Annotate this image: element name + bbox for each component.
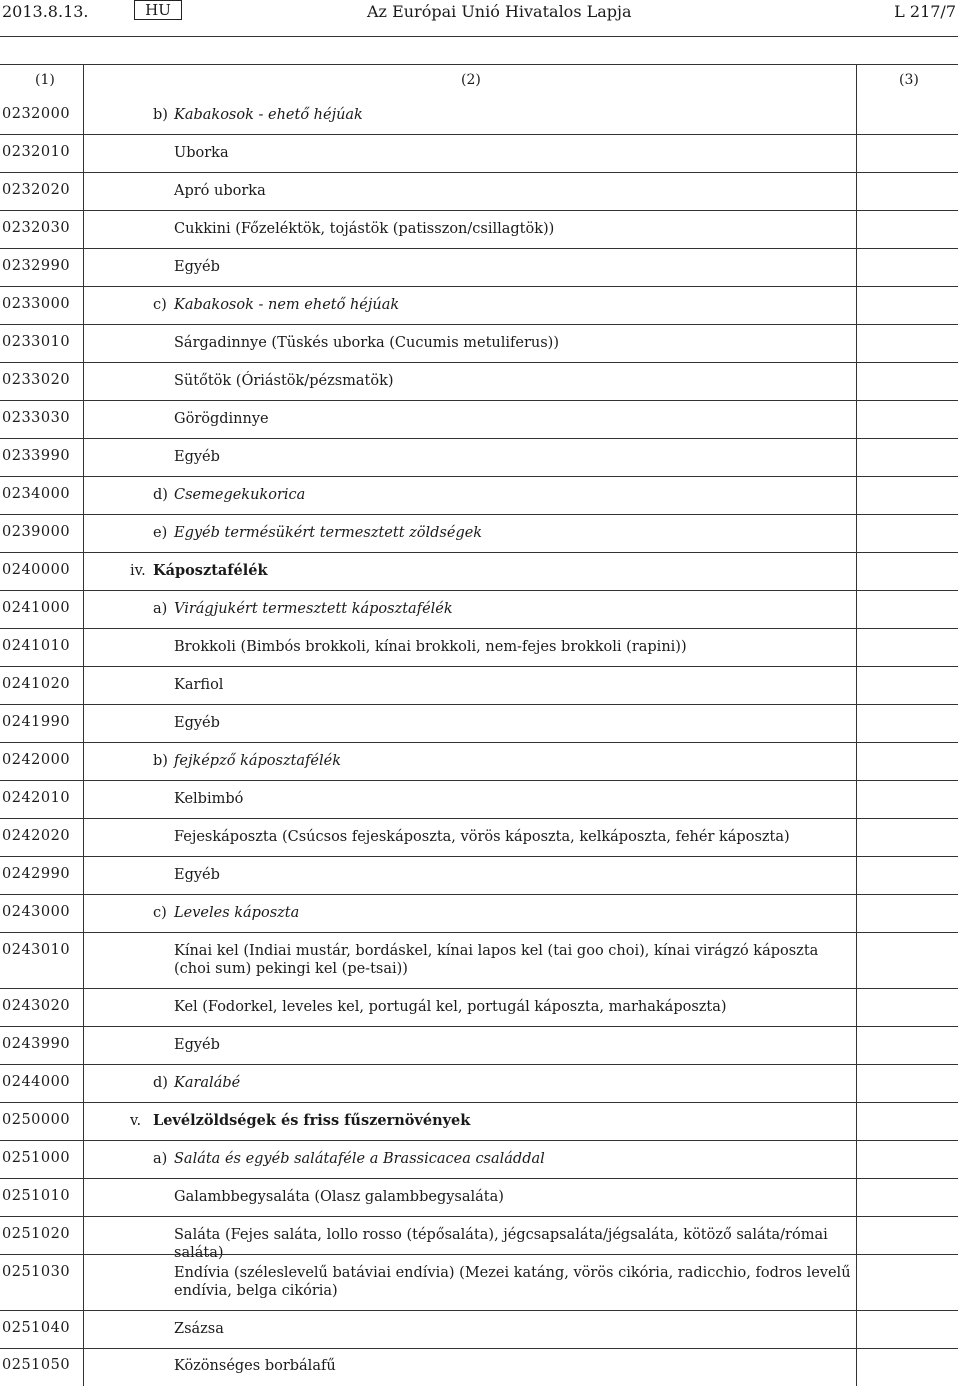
column-head-2: (2) <box>461 72 481 88</box>
row-description <box>174 1226 854 1262</box>
row-divider <box>0 324 958 325</box>
row-marker: e) <box>153 525 168 541</box>
row-marker: iv. <box>130 563 146 579</box>
row-divider <box>0 1348 958 1349</box>
row-code: 0232990 <box>2 258 71 274</box>
row-description <box>174 182 854 200</box>
row-code: 0233000 <box>2 296 71 312</box>
row-description <box>174 790 854 808</box>
row-code: 0232020 <box>2 182 71 198</box>
row-code: 0242020 <box>2 828 71 844</box>
row-code: 0234000 <box>2 486 71 502</box>
row-text: Fejeskáposzta (Csúcsos fejeskáposzta, vörös káposzta, kelkáposzta, fehér káposzta) <box>174 829 790 845</box>
row-code: 0242010 <box>2 790 71 806</box>
row-code: 0232030 <box>2 220 71 236</box>
row-text: fejképző káposztafélék <box>174 753 342 769</box>
row-divider <box>0 362 958 363</box>
row-description <box>153 524 853 542</box>
row-description <box>153 296 853 314</box>
row-text: Egyéb <box>174 867 220 883</box>
row-divider <box>0 1140 958 1141</box>
row-code: 0242000 <box>2 752 71 768</box>
row-text: Zsázsa <box>174 1321 224 1337</box>
row-text: Apró uborka <box>174 183 266 199</box>
row-code: 0233020 <box>2 372 71 388</box>
row-description <box>174 334 854 352</box>
row-description <box>130 1112 830 1130</box>
row-divider <box>0 704 958 705</box>
row-marker: d) <box>153 1075 168 1091</box>
row-code: 0233030 <box>2 410 71 426</box>
row-divider <box>0 1216 958 1217</box>
row-code: 0232010 <box>2 144 71 160</box>
row-text: Saláta és egyéb salátaféle a Brassicacea családdal <box>174 1151 545 1167</box>
row-marker: c) <box>153 905 167 921</box>
row-divider <box>0 1310 958 1311</box>
row-code: 0232000 <box>2 106 71 122</box>
row-description <box>174 676 854 694</box>
header-rule-bottom <box>0 64 958 65</box>
row-code: 0242990 <box>2 866 71 882</box>
row-description <box>174 220 854 238</box>
row-code: 0233010 <box>2 334 71 350</box>
row-divider <box>0 210 958 211</box>
row-divider <box>0 590 958 591</box>
row-divider <box>0 1102 958 1103</box>
row-code: 0240000 <box>2 562 71 578</box>
row-code: 0241000 <box>2 600 71 616</box>
row-description <box>174 942 854 978</box>
row-code: 0244000 <box>2 1074 71 1090</box>
row-divider <box>0 400 958 401</box>
journal-title: Az Európai Unió Hivatalos Lapja <box>367 2 632 21</box>
row-marker: b) <box>153 753 168 769</box>
row-code: 0243990 <box>2 1036 71 1052</box>
row-description <box>153 486 853 504</box>
row-divider <box>0 1026 958 1027</box>
row-text: Karfiol <box>174 677 224 693</box>
row-text: Közönséges borbálafű <box>174 1358 336 1374</box>
row-text: Sárgadinnye (Tüskés uborka (Cucumis metuliferus)) <box>174 335 559 351</box>
row-description <box>174 638 854 656</box>
row-text: Egyéb <box>174 259 220 275</box>
row-code: 0233990 <box>2 448 71 464</box>
row-code: 0239000 <box>2 524 71 540</box>
row-code: 0243000 <box>2 904 71 920</box>
row-description <box>174 372 854 390</box>
row-description <box>153 752 853 770</box>
row-divider <box>0 1254 958 1255</box>
row-marker: c) <box>153 297 167 313</box>
row-description <box>174 1264 854 1300</box>
row-divider <box>0 172 958 173</box>
row-code: 0251050 <box>2 1357 71 1373</box>
row-text: Saláta (Fejes saláta, lollo rosso (tépősaláta), jégcsapsaláta/jégsaláta, kötöző saláta/római saláta) <box>174 1227 828 1261</box>
row-text: Brokkoli (Bimbós brokkoli, kínai brokkoli, nem-fejes brokkoli (rapini)) <box>174 639 687 655</box>
row-text: Kínai kel (Indiai mustár, bordáskel, kínai lapos kel (tai goo choi), kínai virágzó káposzta (choi sum) pekingi kel (pe-tsai)) <box>174 943 819 977</box>
row-text: Uborka <box>174 145 229 161</box>
row-description <box>130 562 830 580</box>
row-description <box>153 1150 853 1168</box>
row-description <box>174 714 854 732</box>
row-text: Görögdinnye <box>174 411 269 427</box>
row-divider <box>0 742 958 743</box>
row-description <box>174 1357 854 1375</box>
row-text: Endívia (széleslevelű batáviai endívia) (Mezei katáng, vörös cikória, radicchio, fodros levelű endívia, belga cikória) <box>174 1265 851 1299</box>
row-divider <box>0 818 958 819</box>
row-divider <box>0 438 958 439</box>
row-description <box>174 1188 854 1206</box>
row-text: Egyéb <box>174 1037 220 1053</box>
row-text: Káposztafélék <box>153 562 268 579</box>
row-text: Egyéb termésükért termesztett zöldségek <box>174 525 483 541</box>
row-text: Csemegekukorica <box>174 487 306 503</box>
row-divider <box>0 134 958 135</box>
row-code: 0243020 <box>2 998 71 1014</box>
row-code: 0251030 <box>2 1264 71 1280</box>
row-description <box>174 448 854 466</box>
row-code: 0251040 <box>2 1320 71 1336</box>
page-header <box>0 0 960 30</box>
row-divider <box>0 476 958 477</box>
row-divider <box>0 248 958 249</box>
row-divider <box>0 856 958 857</box>
row-text: Egyéb <box>174 715 220 731</box>
row-text: Sütőtök (Óriástök/pézsmatök) <box>174 373 394 389</box>
row-marker: d) <box>153 487 168 503</box>
row-code: 0241010 <box>2 638 71 654</box>
row-code: 0250000 <box>2 1112 71 1128</box>
row-description <box>174 410 854 428</box>
row-text: Cukkini (Főzeléktök, tojástök (patisszon/csillagtök)) <box>174 221 555 237</box>
row-divider <box>0 780 958 781</box>
row-divider <box>0 514 958 515</box>
row-text: Kabakosok - ehető héjúak <box>174 107 363 123</box>
row-divider <box>0 628 958 629</box>
row-description <box>153 600 853 618</box>
row-text: Virágjukért termesztett káposztafélék <box>174 601 453 617</box>
row-marker: b) <box>153 107 168 123</box>
row-code: 0241990 <box>2 714 71 730</box>
row-description <box>174 1036 854 1054</box>
row-text: Kabakosok - nem ehető héjúak <box>174 297 400 313</box>
row-text: Karalábé <box>174 1075 241 1091</box>
row-divider <box>0 286 958 287</box>
column-head-1: (1) <box>35 72 55 88</box>
row-text: Galambbegysaláta (Olasz galambbegysaláta) <box>174 1189 504 1205</box>
header-rule-top <box>0 36 958 37</box>
row-code: 0251000 <box>2 1150 71 1166</box>
publication-date: 2013.8.13. <box>2 2 89 21</box>
row-divider <box>0 932 958 933</box>
row-divider <box>0 988 958 989</box>
row-description <box>153 904 853 922</box>
row-marker: v. <box>130 1113 142 1129</box>
row-description <box>174 258 854 276</box>
row-description <box>174 998 854 1016</box>
row-description <box>153 1074 853 1092</box>
row-divider <box>0 894 958 895</box>
row-text: Levélzöldségek és friss fűszernövények <box>153 1112 471 1129</box>
row-marker: a) <box>153 1151 168 1167</box>
row-code: 0251010 <box>2 1188 71 1204</box>
column-divider-2 <box>856 64 857 1386</box>
row-marker: a) <box>153 601 168 617</box>
language-badge: HU <box>134 0 182 20</box>
row-description <box>174 828 854 846</box>
row-text: Leveles káposzta <box>174 905 300 921</box>
row-code: 0241020 <box>2 676 71 692</box>
page-number: L 217/7 <box>894 2 956 21</box>
row-divider <box>0 1064 958 1065</box>
row-divider <box>0 666 958 667</box>
row-text: Kelbimbó <box>174 791 244 807</box>
row-divider <box>0 552 958 553</box>
row-text: Egyéb <box>174 449 220 465</box>
row-description <box>174 866 854 884</box>
row-code: 0243010 <box>2 942 71 958</box>
row-description <box>153 106 853 124</box>
column-divider-1 <box>83 64 84 1386</box>
column-head-3: (3) <box>899 72 919 88</box>
row-description <box>174 144 854 162</box>
row-code: 0251020 <box>2 1226 71 1242</box>
row-text: Kel (Fodorkel, leveles kel, portugál kel, portugál káposzta, marhakáposzta) <box>174 999 727 1015</box>
row-description <box>174 1320 854 1338</box>
row-divider <box>0 1178 958 1179</box>
